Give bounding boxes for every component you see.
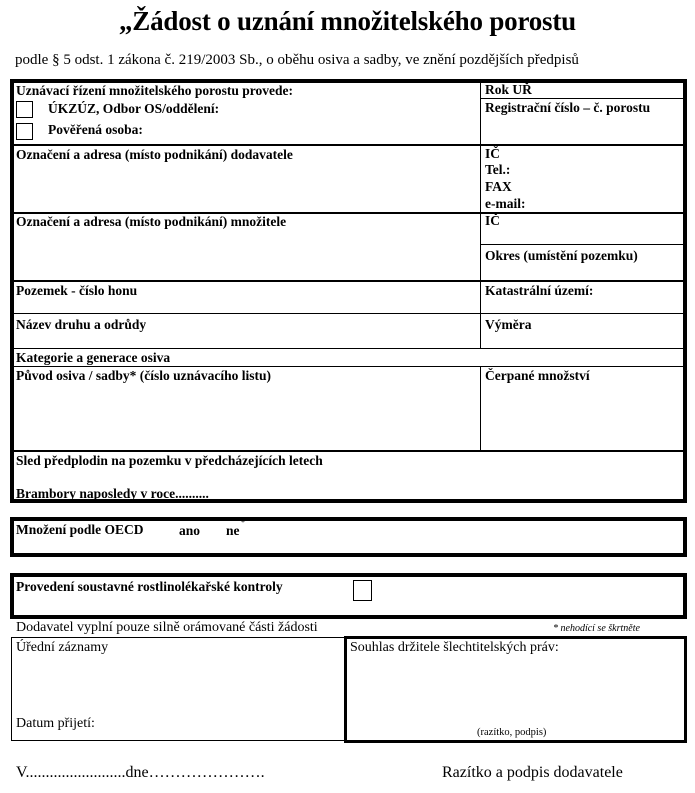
date-received-label: Datum přijetí:	[16, 716, 95, 731]
phyto-control-checkbox[interactable]	[353, 580, 372, 601]
row-divider	[13, 280, 683, 282]
drawn-amount-label: Čerpané množství	[485, 368, 590, 383]
column-divider	[480, 81, 481, 349]
supplier-fill-note: Dodavatel vyplní pouze silně orámované části žádosti	[16, 620, 318, 635]
variety-label: Název druhu a odrůdy	[16, 317, 147, 332]
plot-number-label: Pozemek - číslo honu	[16, 283, 138, 298]
seed-category-label: Kategorie a generace osiva	[16, 350, 171, 365]
supplier-ic-label: IČ	[485, 146, 501, 161]
row-divider	[13, 144, 683, 146]
oecd-no-option[interactable]: ne	[226, 523, 240, 538]
breeder-consent-label: Souhlas držitele šlechtitelských práv:	[350, 640, 559, 655]
area-label: Výměra	[485, 317, 532, 332]
cadastral-area-label: Katastrální území:	[485, 283, 594, 298]
multiplier-ic-label: IČ	[485, 213, 501, 228]
supplier-tel-label: Tel.:	[485, 162, 511, 177]
recognition-year-label: Rok UŘ	[485, 82, 532, 97]
recognition-label: Uznávací řízení množitelského porostu provede:	[16, 83, 293, 98]
district-label: Okres (umístění pozemku)	[485, 248, 638, 263]
row-divider	[13, 348, 683, 349]
ukzuz-checkbox[interactable]	[16, 101, 33, 118]
strike-note: * nehodící se škrtněte	[553, 623, 640, 634]
supplier-address-label: Označení a adresa (místo podnikání) dodavatele	[16, 147, 293, 162]
authorized-person-checkbox[interactable]	[16, 123, 33, 140]
supplier-signature-label: Razítko a podpis dodavatele	[442, 764, 623, 781]
multiplier-address-label: Označení a adresa (místo podnikání) množitele	[16, 214, 287, 229]
potatoes-last-year-label: Brambory naposledy v roce..........	[16, 486, 209, 501]
row-divider	[13, 450, 683, 452]
ukzuz-option-label: ÚKZÚZ, Odbor OS/oddělení:	[48, 101, 220, 116]
authorized-person-label: Pověřená osoba:	[48, 122, 143, 137]
row-divider	[480, 244, 683, 245]
phyto-control-label: Provedení soustavné rostlinolékařské kontroly	[16, 579, 283, 594]
page-title: „Žádost o uznání množitelského porostu	[119, 6, 576, 36]
registration-number-label: Registrační číslo – č. porostu	[485, 100, 651, 115]
place-date-line[interactable]: V.........................dne………………….	[16, 764, 265, 781]
legal-basis-subtitle: podle § 5 odst. 1 zákona č. 219/2003 Sb., o oběhu osiva a sadby, ve znění pozdějších předpisů	[15, 52, 579, 68]
seed-origin-label: Původ osiva / sadby* (číslo uznávacího listu)	[16, 368, 272, 383]
oecd-label: Množení podle OECD	[16, 522, 144, 537]
stamp-signature-hint: (razítko, podpis)	[477, 727, 547, 738]
row-divider	[480, 98, 683, 99]
oecd-yes-option[interactable]: ano	[179, 523, 201, 538]
crop-rotation-label: Sled předplodin na pozemku v předcházejících letech	[16, 453, 323, 468]
row-divider	[13, 313, 683, 314]
official-records-label: Úřední záznamy	[16, 640, 109, 655]
row-divider	[13, 366, 683, 367]
oecd-asterisk: *	[241, 518, 245, 527]
column-divider-lower	[480, 366, 481, 451]
supplier-fax-label: FAX	[485, 179, 512, 194]
supplier-email-label: e-mail:	[485, 196, 526, 211]
